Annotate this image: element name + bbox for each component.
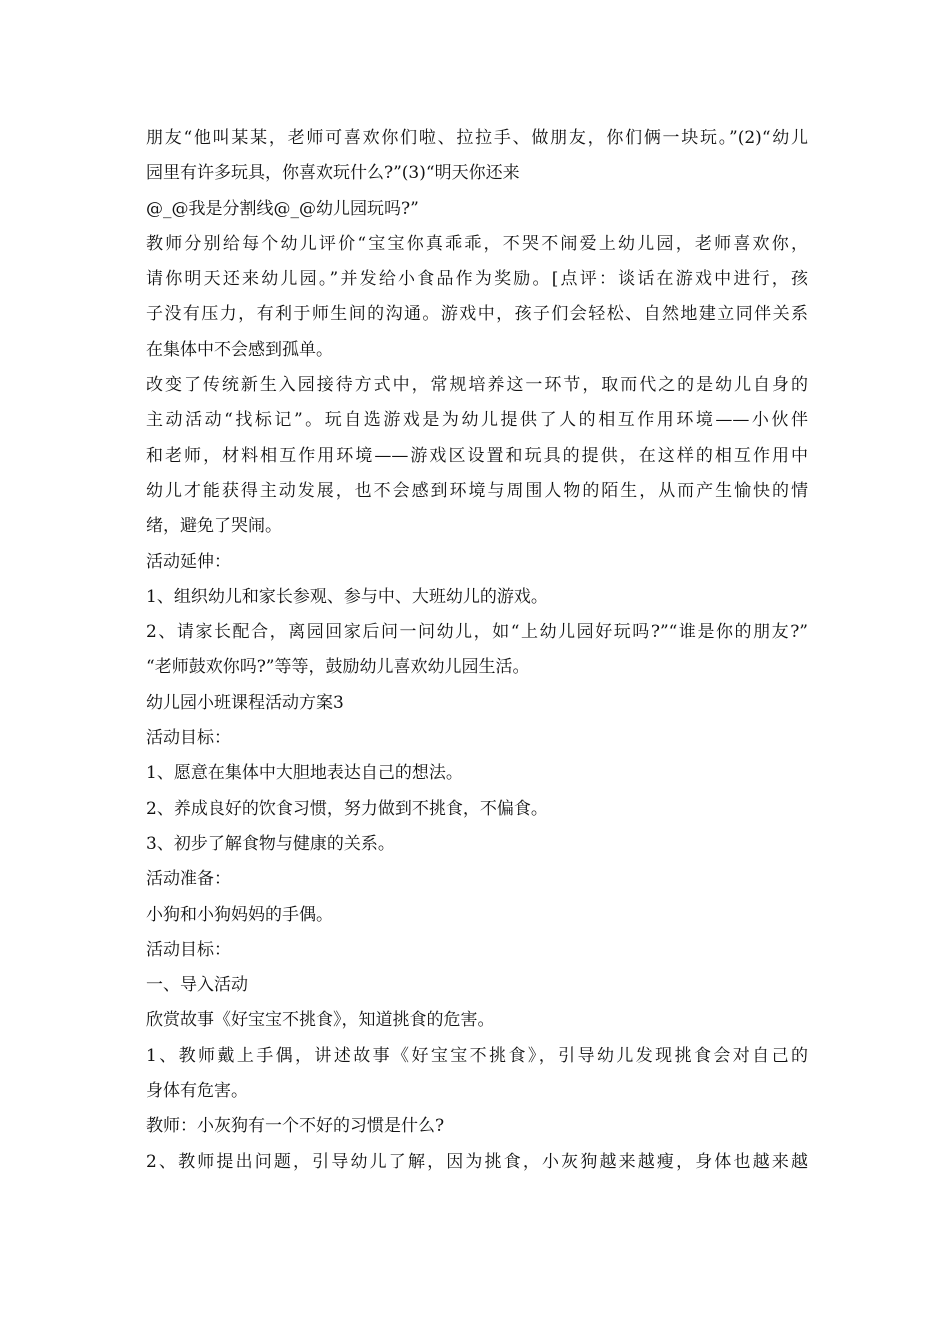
- text-line: 1、愿意在集体中大胆地表达自己的想法。: [146, 763, 463, 784]
- text-line: 园里有许多玩具，你喜欢玩什么?”(3)“明天你还来: [146, 163, 520, 184]
- text-line: 绪，避免了哭闹。: [146, 516, 282, 537]
- text-line: 2、请家长配合，离园回家后问一问幼儿，如“上幼儿园好玩吗?”“谁是你的朋友?”: [146, 622, 808, 643]
- text-line: “老师鼓欢你吗?”等等，鼓励幼儿喜欢幼儿园生活。: [146, 657, 530, 678]
- section-heading: 幼儿园小班课程活动方案3: [146, 692, 344, 713]
- text-line: 3、初步了解食物与健康的关系。: [146, 833, 395, 854]
- text-line: 主动活动“找标记”。玩自选游戏是为幼儿提供了人的相互作用环境——小伙伴: [146, 410, 808, 431]
- text-line: 幼儿才能获得主动发展，也不会感到环境与周围人物的陌生，从而产生愉快的情: [146, 480, 808, 501]
- text-line: 2、教师提出问题，引导幼儿了解，因为挑食，小灰狗越来越瘦，身体也越来越: [146, 1151, 808, 1172]
- text-line: 活动延伸：: [146, 551, 231, 572]
- text-line: @_@我是分割线@_@幼儿园玩吗?”: [146, 198, 419, 219]
- text-line: 活动准备：: [146, 869, 231, 890]
- text-line: 朋友“他叫某某，老师可喜欢你们啦、拉拉手、做朋友，你们俩一块玩。”(2)“幼儿: [146, 128, 808, 148]
- text-line: 活动目标：: [146, 939, 231, 960]
- text-line: 改变了传统新生入园接待方式中，常规培养这一环节，取而代之的是幼儿自身的: [146, 375, 808, 396]
- text-line: 2、养成良好的饮食习惯，努力做到不挑食，不偏食。: [146, 798, 548, 819]
- text-line: 1、教师戴上手偶，讲述故事《好宝宝不挑食》，引导幼儿发现挑食会对自己的: [146, 1045, 808, 1066]
- text-line: 活动目标：: [146, 728, 231, 749]
- text-line: 教师：小灰狗有一个不好的习惯是什么?: [146, 1116, 445, 1137]
- text-line: 和老师，材料相互作用环境——游戏区设置和玩具的提供，在这样的相互作用中: [146, 445, 808, 466]
- text-line: 欣赏故事《好宝宝不挑食》，知道挑食的危害。: [146, 1010, 495, 1031]
- text-line: 子没有压力，有利于师生间的沟通。游戏中，孩子们会轻松、自然地建立同伴关系: [146, 304, 808, 325]
- text-line: 1、组织幼儿和家长参观、参与中、大班幼儿的游戏。: [146, 586, 548, 607]
- text-line: 一、导入活动: [146, 975, 248, 996]
- text-line: 请你明天还来幼儿园。”并发给小食品作为奖励。[点评：谈话在游戏中进行，孩: [146, 269, 808, 290]
- text-line: 在集体中不会感到孤单。: [146, 339, 333, 360]
- text-line: 身体有危害。: [146, 1081, 248, 1102]
- document-body: [146, 121, 808, 1180]
- text-line: 小狗和小狗妈妈的手偶。: [146, 904, 333, 925]
- text-line: 教师分别给每个幼儿评价“宝宝你真乖乖，不哭不闹爱上幼儿园，老师喜欢你，: [146, 233, 808, 254]
